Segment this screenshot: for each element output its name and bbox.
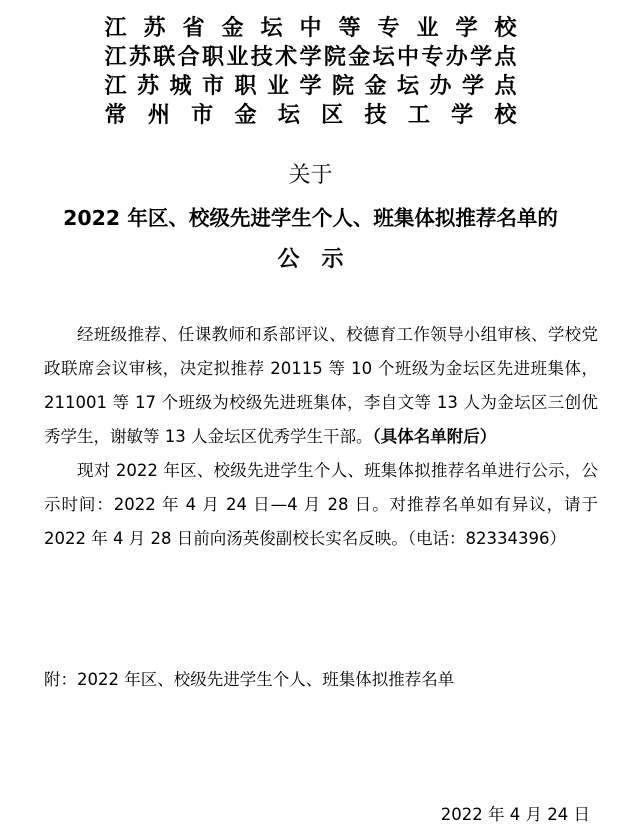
school-header	[0, 14, 621, 130]
paragraph-1-bold-note: （具体名单附后）	[372, 427, 497, 446]
paragraph-1-text: 经班级推荐、任课教师和系部评议、校德育工作领导小组审核、学校党政联席会议审核，决定拟推荐 20115 等 10 个班级为金坛区先进班集体，211001 等 17 个班级为校级先进班集体，李自文等 13 人为金坛区三创优秀学生，谢敏等 13 人金坛区优秀学生干部。	[44, 325, 598, 446]
header-line-1: 江苏省金坛中等专业学校	[104, 15, 517, 41]
notice-body	[44, 318, 598, 556]
title-line-1: 关于	[288, 163, 333, 188]
header-line-2: 江苏联合职业技术学院金坛中专办学点	[104, 44, 517, 70]
header-line-4: 常州市金坛区技工学校	[104, 102, 517, 128]
attachment-line: 附：2022 年区、校级先进学生个人、班集体拟推荐名单	[44, 670, 455, 689]
title-line-3: 公示	[277, 247, 366, 272]
title-line-2: 2022 年区、校级先进学生个人、班集体拟推荐名单的	[63, 206, 558, 230]
paragraph-2: 现对 2022 年区、校级先进学生个人、班集体拟推荐名单进行公示，公示时间：2022 年 4 月 24 日—4 月 28 日。对推荐名单如有异议，请于 2022 年 4 月 28 日前向汤英俊副校长实名反映。（电话：82334396）	[44, 461, 598, 548]
header-line-3: 江苏城市职业学院金坛办学点	[104, 73, 517, 99]
paragraph-1	[44, 318, 598, 454]
notice-date: 2022 年 4 月 24 日	[440, 805, 590, 824]
